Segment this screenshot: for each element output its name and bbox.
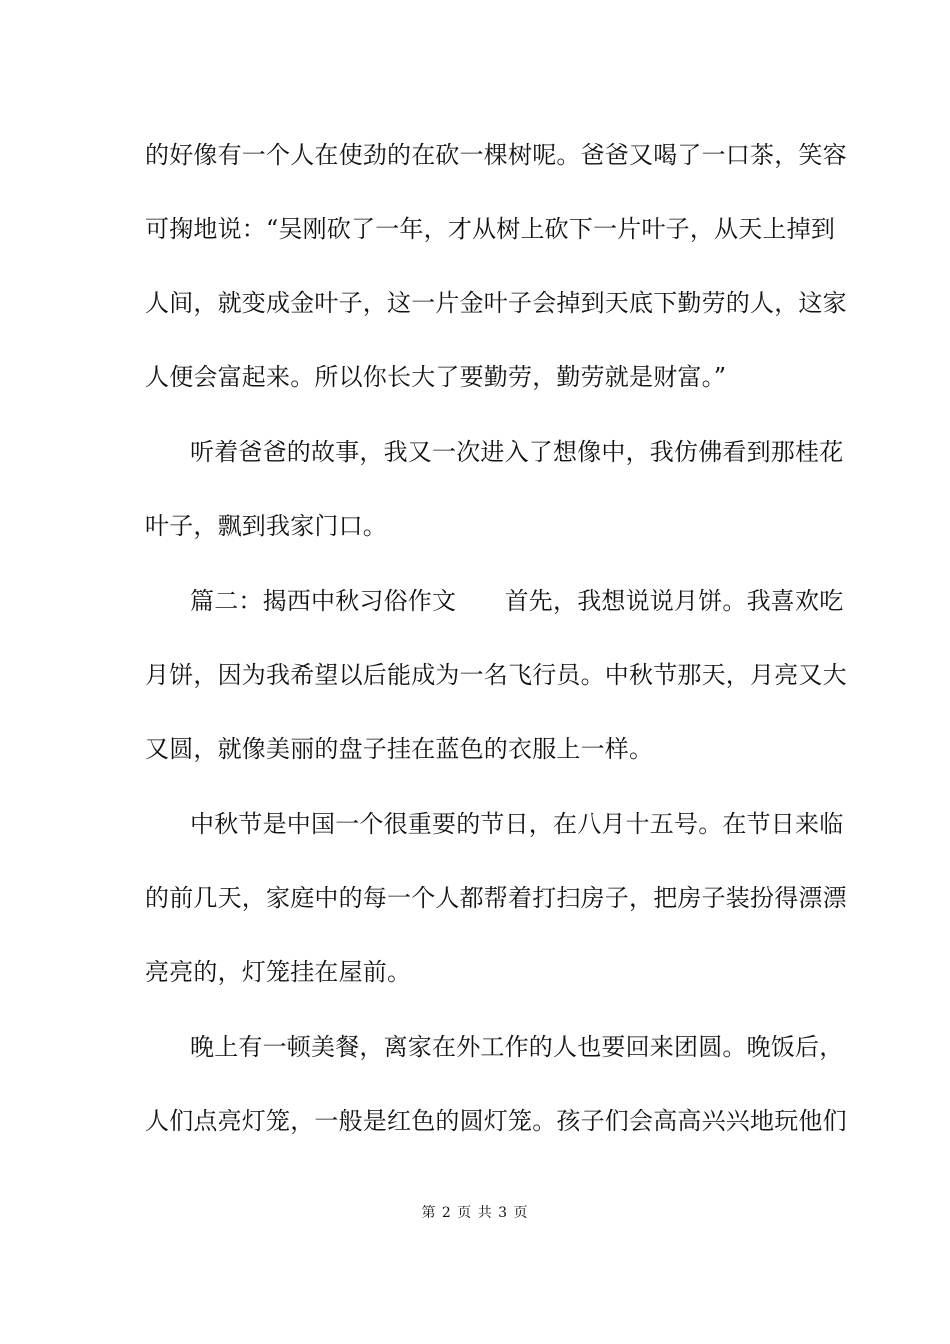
body-line-6: 叶子，飘到我家门口。 <box>145 512 387 540</box>
body-line-2: 可掬地说：“吴刚砍了一年，才从树上砍下一片叶子，从天上掉到 <box>145 215 836 243</box>
page-footer: 第 2 页 共 3 页 <box>421 1205 529 1221</box>
body-line-8: 月饼，因为我希望以后能成为一名飞行员。中秋节那天，月亮又大 <box>145 661 847 689</box>
body-line-3: 人间，就变成金叶子，这一片金叶子会掉到天底下勤劳的人，这家 <box>145 289 847 317</box>
body-line-9: 又圆，就像美丽的盘子挂在蓝色的衣服上一样。 <box>145 735 654 763</box>
body-line-4: 人便会富起来。所以你长大了要勤劳，勤劳就是财富。” <box>145 363 727 391</box>
body-line-12: 亮亮的，灯笼挂在屋前。 <box>145 958 412 986</box>
body-line-1: 的好像有一个人在使劲的在砍一棵树呢。爸爸又喝了一口茶，笑容 <box>145 141 847 169</box>
body-line-13: 晚上有一顿美餐，离家在外工作的人也要回来团圆。晚饭后， <box>190 1033 844 1061</box>
body-line-5: 听着爸爸的故事，我又一次进入了想像中，我仿佛看到那桂花 <box>190 438 844 466</box>
body-line-7: 篇二：揭西中秋习俗作文 首先，我想说说月饼。我喜欢吃 <box>190 587 844 615</box>
body-line-11: 的前几天，家庭中的每一个人都帮着打扫房子，把房子装扮得漂漂 <box>145 884 847 912</box>
body-line-10: 中秋节是中国一个很重要的节日，在八月十五号。在节日来临 <box>190 810 844 838</box>
body-line-14: 人们点亮灯笼，一般是红色的圆灯笼。孩子们会高高兴兴地玩他们 <box>145 1107 847 1135</box>
